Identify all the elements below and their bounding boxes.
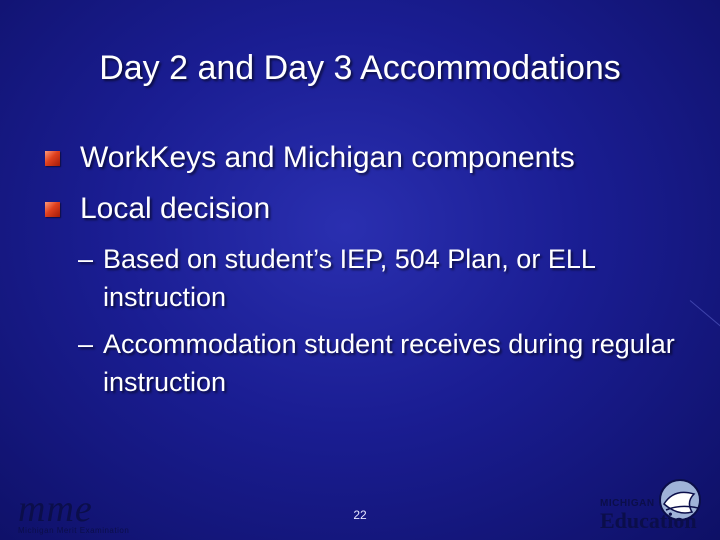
mme-logo (18, 488, 148, 538)
sub-bullet-item: Accommodation student receives during regular instruction (103, 329, 675, 397)
mme-logo-mark: mme (18, 488, 93, 530)
sub-bullet-dash: – (78, 329, 94, 359)
mde-logo (596, 474, 716, 536)
mme-logo-subtitle: Michigan Merit Examination (18, 526, 130, 535)
bullet-square-icon (45, 151, 60, 166)
page-number: 22 (353, 508, 367, 522)
bullet-item: Local decision (80, 192, 271, 225)
sub-bullet-item: Based on student’s IEP, 504 Plan, or ELL instruction (103, 244, 595, 312)
bullet-item: WorkKeys and Michigan components (80, 141, 575, 174)
slide-title: Day 2 and Day 3 Accommodations (99, 49, 621, 87)
mde-logo-text: Education (600, 508, 697, 533)
bullet-square-icon (45, 202, 60, 217)
mde-logo-small-text: MICHIGAN (600, 498, 655, 509)
sub-bullet-dash: – (78, 244, 94, 274)
